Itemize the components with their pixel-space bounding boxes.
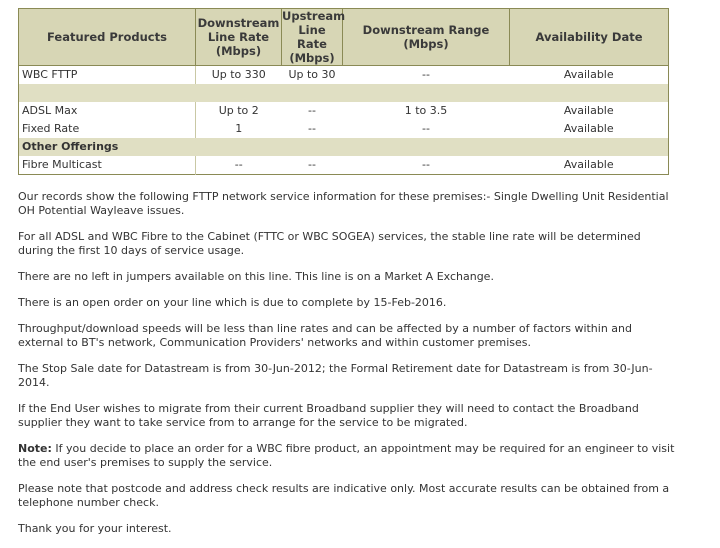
product-name: ADSL Max [19, 102, 196, 120]
jumpers-text: There are no left in jumpers available on this line. This line is on a Market A Exchange. [18, 270, 494, 283]
table-separator-row [19, 84, 669, 102]
section-header-row [19, 138, 669, 156]
stable-rate-text: For all ADSL and WBC Fibre to the Cabinet (FTTC or WBC SOGEA) services, the stable line rate will be determined during the first 10 days of service usage. [18, 230, 641, 257]
header-availability-date: Availability Date [510, 9, 669, 66]
upstream-rate: -- [282, 156, 343, 175]
note-text: If you decide to place an order for a WBC fibre product, an appointment may be required for an engineer to visit the end user's premises to supply the service. [18, 442, 675, 469]
downstream-range: -- [343, 66, 510, 85]
stop-sale-text: The Stop Sale date for Datastream is from 30-Jun-2012; the Formal Retirement date for Datastream is from 30-Jun-2014. [18, 362, 653, 389]
thanks-text: Thank you for your interest. [18, 522, 172, 535]
table-row [19, 156, 669, 175]
table-header-row [19, 9, 669, 66]
table-row [19, 102, 669, 120]
service-information [18, 190, 678, 548]
availability: Available [510, 102, 669, 120]
availability: Available [510, 156, 669, 175]
header-featured-products: Featured Products [19, 9, 196, 66]
upstream-rate: -- [282, 120, 343, 138]
downstream-range: -- [343, 156, 510, 175]
fttp-info-text: Our records show the following FTTP network service information for these premises:- Single Dwelling Unit Residential OH Potential Wayleave issues. [18, 190, 669, 217]
header-downstream-range: Downstream Range (Mbps) [343, 9, 510, 66]
product-name: Fixed Rate [19, 120, 196, 138]
header-downstream-line-rate: Downstream Line Rate (Mbps) [196, 9, 282, 66]
downstream-rate: -- [196, 156, 282, 175]
open-order-text: There is an open order on your line which is due to complete by 15-Feb-2016. [18, 296, 447, 309]
throughput-text: Throughput/download speeds will be less than line rates and can be affected by a number of factors within and external to BT's network, Communication Providers' networks and within customer premises. [18, 322, 633, 349]
availability: Available [510, 120, 669, 138]
product-name: Fibre Multicast [19, 156, 196, 175]
downstream-range: -- [343, 120, 510, 138]
note-label: Note: [18, 442, 52, 455]
upstream-rate: -- [282, 102, 343, 120]
availability: Available [510, 66, 669, 85]
downstream-rate: Up to 2 [196, 102, 282, 120]
downstream-rate: Up to 330 [196, 66, 282, 85]
upstream-rate: Up to 30 [282, 66, 343, 85]
downstream-range: 1 to 3.5 [343, 102, 510, 120]
downstream-rate: 1 [196, 120, 282, 138]
note-paragraph [18, 442, 678, 470]
product-name: WBC FTTP [19, 66, 196, 85]
postcode-text: Please note that postcode and address check results are indicative only. Most accurate results can be obtained from a telephone number check. [18, 482, 670, 509]
table-row [19, 66, 669, 85]
section-title-other-offerings: Other Offerings [19, 138, 669, 156]
header-upstream-line-rate: Upstream Line Rate (Mbps) [282, 9, 346, 65]
table-row [19, 120, 669, 138]
products-table-container [18, 8, 668, 175]
migrate-text: If the End User wishes to migrate from their current Broadband supplier they will need to contact the Broadband supplier they want to take service from to arrange for the service to be migrated. [18, 402, 639, 429]
featured-products-table [18, 8, 669, 175]
